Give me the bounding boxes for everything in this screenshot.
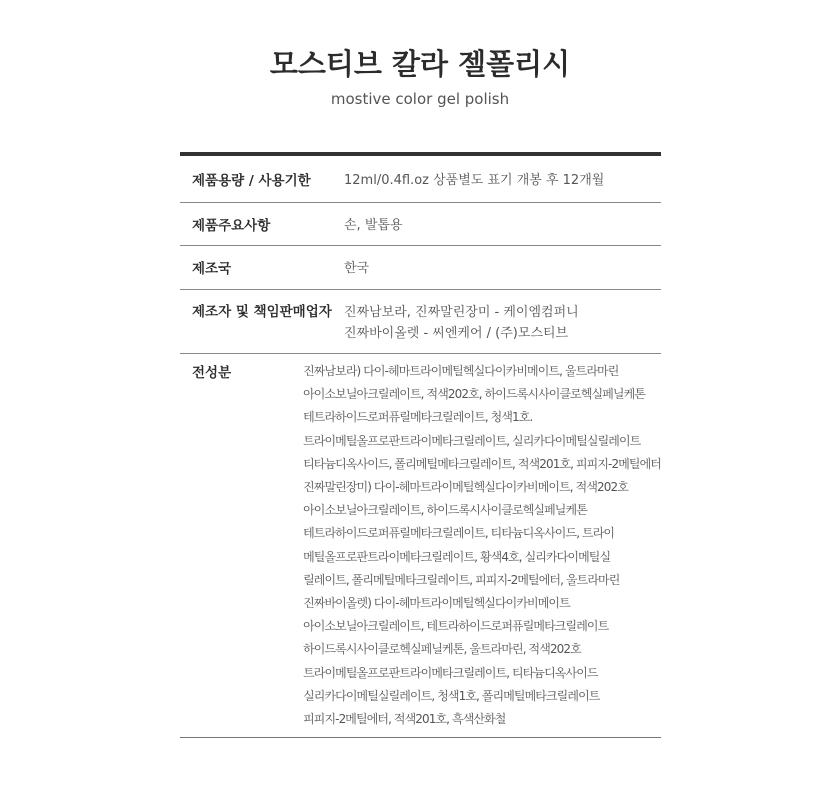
row-label: 제품주요사항	[192, 218, 271, 234]
ingredient-line: 메틸올프로판트라이메타크릴레이트, 황색4호, 실리카다이메틸실	[303, 549, 611, 564]
table-row-ingredients	[180, 354, 661, 737]
ingredient-line: 테트라하이드로퍼퓨릴메타크릴레이트, 티타늄디옥사이드, 트라이	[303, 526, 615, 541]
table-row-country	[180, 246, 661, 290]
ingredient-line: 실리카다이메틸실릴레이트, 청색1호, 폴리메틸메타크릴레이트	[303, 688, 600, 703]
product-title: 모스티브 칼라 젤폴리시	[269, 47, 571, 81]
ingredient-line: 하이드록시사이클로헥실페닐케톤, 울트라마린, 적색202호	[303, 642, 581, 657]
ingredient-line: 아이소보닐아크릴레이트, 하이드록시사이클로헥실페닐케톤	[303, 503, 587, 518]
row-value	[344, 290, 661, 353]
row-value: 12ml/0.4fl.oz 상품별도 표기 개봉 후 12개월	[344, 173, 605, 188]
ingredient-line: 아이소보닐아크릴레이트, 적색202호, 하이드록시사이클로헥실페닐케톤	[303, 387, 645, 402]
row-value: 손, 발톱용	[344, 218, 403, 233]
ingredient-line: 피피지-2메틸에터, 적색201호, 흑색산화철	[303, 712, 506, 727]
row-value: 한국	[344, 261, 370, 276]
table-row-manufacturer	[180, 290, 661, 354]
manufacturer-line: 진짜바이올렛 - 씨엔케어 / (주)모스티브	[344, 326, 569, 341]
row-label: 제조국	[192, 261, 232, 277]
ingredient-line: 릴레이트, 폴리메틸메타크릴레이트, 피피지-2메틸에터, 울트라마린	[303, 572, 620, 587]
ingredient-line: 트라이메틸올프로판트라이메타크릴레이트, 실리카다이메틸실릴레이트	[303, 433, 641, 448]
ingredient-line: 진짜말린장미) 다이-헤마트라이메틸헥실다이카비메이트, 적색202호	[303, 480, 628, 495]
table-row-usage	[180, 203, 661, 246]
ingredient-line: 테트라하이드로퍼퓨릴메타크릴레이트, 청색1호.	[303, 410, 533, 425]
ingredients-list	[303, 354, 661, 737]
product-info-table	[180, 152, 661, 738]
ingredient-line: 진짜남보라) 다이-헤마트라이메틸헥실다이카비메이트, 울트라마린	[303, 364, 619, 378]
table-row-volume	[180, 156, 661, 203]
row-label: 전성분	[192, 365, 232, 381]
ingredient-line: 아이소보닐아크릴레이트, 테트라하이드로퍼퓨릴메타크릴레이트	[303, 619, 609, 634]
manufacturer-line: 진짜남보라, 진짜말린장미 - 케이엠컴퍼니	[344, 305, 579, 320]
row-label: 제품용량 / 사용기한	[192, 173, 311, 189]
ingredient-line: 트라이메틸올프로판트라이메타크릴레이트, 티타늄디옥사이드	[303, 665, 598, 680]
ingredient-line: 진짜바이올렛) 다이-헤마트라이메틸헥실다이카비메이트	[303, 596, 570, 611]
product-subtitle: mostive color gel polish	[330, 90, 510, 108]
row-label: 제조자 및 책임판매업자	[192, 304, 332, 320]
ingredient-line: 티타늄디옥사이드, 폴리메틸메타크릴레이트, 적색201호, 피피지-2메틸에터	[303, 456, 661, 471]
